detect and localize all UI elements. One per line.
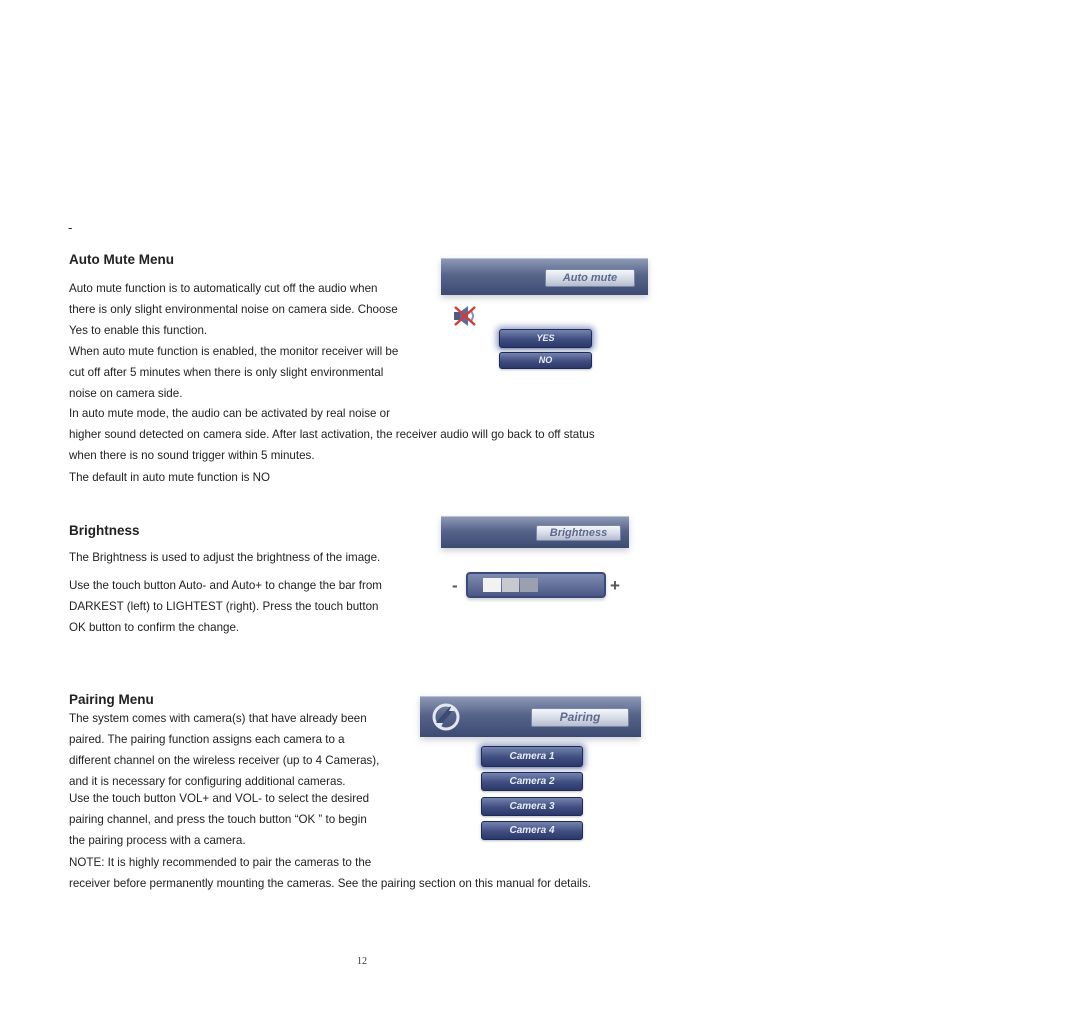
pairing-heading: Pairing Menu (69, 692, 154, 707)
auto-mute-paragraph-2: When auto mute function is enabled, the monitor receiver will be cut off after 5 minutes when there is only slight environmental noise on camera side. (69, 345, 399, 400)
page-number: 12 (357, 956, 367, 967)
pairing-paragraph-1: The system comes with camera(s) that have already been paired. The pairing function assigns each camera to a different channel on the wireless receiver (up to 4 Cameras), and it is necessary for configuring additional cameras. (69, 712, 380, 788)
muted-speaker-icon (451, 303, 479, 329)
brightness-paragraph-2: Use the touch button Auto- and Auto+ to change the bar from DARKEST (left) to LIGHTEST (right). Press the touch button OK button to confirm the change. (69, 579, 382, 634)
pairing-camera-2-button[interactable]: Camera 2 (481, 772, 583, 791)
auto-mute-heading: Auto Mute Menu (69, 252, 174, 267)
page-dash: - (68, 220, 73, 235)
brightness-segment-2 (502, 578, 519, 592)
auto-mute-paragraph-3: In auto mute mode, the audio can be activated by real noise or higher sound detected on camera side. After last activation, the receiver audio will go back to off status when there is no sound trigger within 5 minutes. (69, 407, 595, 462)
pairing-paragraph-3: NOTE: It is highly recommended to pair the cameras to the receiver before permanently mounting the cameras. See the pairing section on this manual for details. (69, 856, 592, 890)
auto-mute-paragraph-1: Auto mute function is to automatically cut off the audio when there is only slight environmental noise on camera side. Choose Yes to enable this function. (69, 282, 398, 337)
pairing-camera-4-button[interactable]: Camera 4 (481, 821, 583, 840)
pairing-camera-1-button[interactable]: Camera 1 (481, 746, 583, 767)
auto-mute-title: Auto mute (545, 269, 635, 287)
auto-mute-paragraph-4: The default in auto mute function is NO (69, 471, 271, 484)
auto-mute-title-bar (441, 258, 648, 295)
brightness-segment-1 (483, 578, 501, 592)
pairing-title: Pairing (531, 708, 629, 727)
pairing-camera-3-button[interactable]: Camera 3 (481, 797, 583, 816)
brightness-title: Brightness (536, 525, 621, 541)
pairing-sync-icon (430, 702, 462, 732)
brightness-plus-button[interactable]: + (610, 576, 620, 595)
auto-mute-yes-button[interactable]: YES (499, 329, 592, 348)
brightness-segment-3 (520, 578, 538, 592)
brightness-minus-button[interactable]: - (452, 576, 458, 595)
auto-mute-no-button[interactable]: NO (499, 352, 592, 369)
brightness-title-bar (441, 516, 629, 548)
brightness-level-bar[interactable] (466, 572, 606, 598)
brightness-heading: Brightness (69, 523, 140, 538)
pairing-title-bar (420, 696, 641, 737)
brightness-paragraph-1: The Brightness is used to adjust the brightness of the image. (69, 551, 381, 564)
pairing-paragraph-2: Use the touch button VOL+ and VOL- to select the desired pairing channel, and press the touch button “OK ” to begin the pairing process with a camera. (69, 792, 370, 847)
